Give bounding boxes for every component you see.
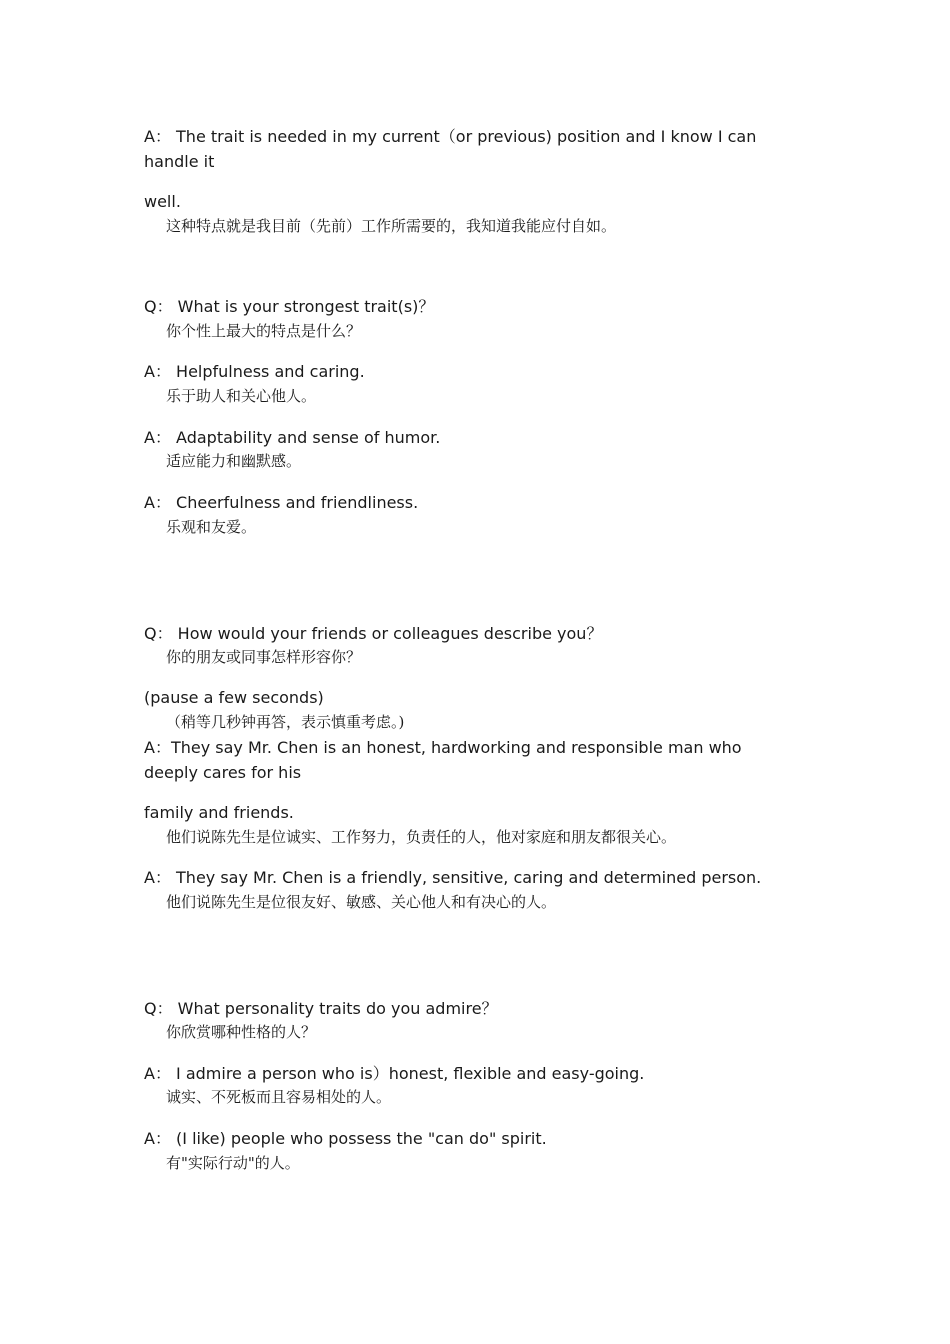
answer-line: A： Adaptability and sense of humor. (144, 428, 441, 447)
answer-line: handle it (144, 152, 215, 171)
answer-line: family and friends. (144, 803, 294, 822)
answer-line: A： (I like) people who possess the "can do" spirit. (144, 1129, 547, 1148)
question-line: Q： What is your strongest trait(s)？ (144, 297, 435, 316)
answer-translation: 有"实际行动"的人。 (166, 1154, 300, 1172)
question-translation: 你欣赏哪种性格的人？ (166, 1023, 317, 1041)
answer-translation: 他们说陈先生是位诚实、工作努力，负责任的人，他对家庭和朋友都很关心。 (166, 828, 677, 846)
answer-line: A： The trait is needed in my current（or previous) position and I know I can (144, 127, 757, 146)
answer-line: deeply cares for his (144, 763, 302, 782)
answer-line: A： Cheerfulness and friendliness. (144, 493, 419, 512)
answer-translation: 乐于助人和关心他人。 (166, 387, 317, 405)
stage-direction: (pause a few seconds) (144, 688, 324, 707)
answer-line: A： Helpfulness and caring. (144, 362, 365, 381)
question-translation: 你的朋友或同事怎样形容你？ (166, 648, 362, 666)
answer-translation: 诚实、不死板而且容易相处的人。 (166, 1088, 392, 1106)
answer-line: well. (144, 192, 181, 211)
answer-line: A：They say Mr. Chen is an honest, hardworking and responsible man who (144, 738, 742, 757)
answer-translation: 这种特点就是我目前（先前）工作所需要的，我知道我能应付自如。 (166, 217, 617, 235)
answer-translation: 适应能力和幽默感。 (166, 452, 302, 470)
question-line: Q： What personality traits do you admire？ (144, 999, 498, 1018)
stage-direction-translation: （稍等几秒钟再答，表示慎重考虑。) (166, 713, 405, 731)
answer-translation: 乐观和友爱。 (166, 518, 257, 536)
question-line: Q： How would your friends or colleagues describe you？ (144, 624, 603, 643)
answer-line: A： I admire a person who is）honest, flexible and easy-going. (144, 1064, 645, 1083)
answer-translation: 他们说陈先生是位很友好、敏感、关心他人和有决心的人。 (166, 893, 557, 911)
answer-line: A： They say Mr. Chen is a friendly, sensitive, caring and determined person. (144, 868, 762, 887)
question-translation: 你个性上最大的特点是什么？ (166, 322, 362, 340)
